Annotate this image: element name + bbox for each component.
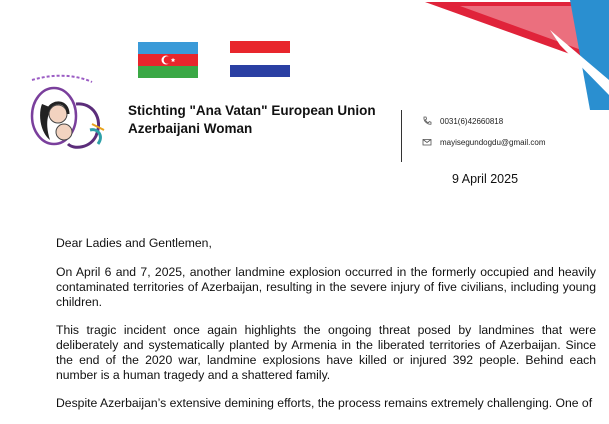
paragraph-2-text: This tragic incident once again highlights the ongoing threat posed by landmines that were deliberately and systematically planted by Armenia in the liberated territories of Azerbaijan. Since the end of the 2020 war, landmine explosions have killed or injured 392 people. Behind each number is a human tragedy and a shattered family. bbox=[56, 323, 596, 382]
header-divider bbox=[401, 110, 402, 162]
letter-body bbox=[56, 236, 596, 424]
netherlands-flag bbox=[230, 41, 290, 77]
envelope-icon bbox=[422, 137, 432, 147]
phone-number: 0031(6)42660818 bbox=[440, 116, 504, 126]
phone-icon bbox=[422, 116, 432, 126]
paragraph-1 bbox=[56, 265, 596, 310]
organization-name bbox=[128, 102, 398, 138]
paragraph-1-text: On April 6 and 7, 2025, another landmine explosion occurred in the formerly occupied and heavily contaminated territories of Azerbaijan, resulting in the severe injury of five civilians, including young children. bbox=[56, 265, 596, 309]
paragraph-2 bbox=[56, 323, 596, 383]
salutation: Dear Ladies and Gentlemen, bbox=[56, 236, 212, 250]
organization-name-line2: Azerbaijani Woman bbox=[128, 121, 253, 136]
paragraph-3-text: Despite Azerbaijan’s extensive demining efforts, the process remains extremely challenging. One of bbox=[56, 396, 593, 410]
phone-row bbox=[422, 114, 546, 128]
corner-decoration bbox=[420, 0, 609, 110]
email-address: mayisegundogdu@gmail.com bbox=[440, 137, 546, 147]
organization-logo bbox=[12, 74, 112, 158]
email-row bbox=[422, 135, 546, 149]
organization-name-line1: Stichting "Ana Vatan" European Union bbox=[128, 103, 376, 118]
letter-date: 9 April 2025 bbox=[452, 172, 519, 186]
paragraph-3 bbox=[56, 396, 596, 411]
azerbaijan-flag bbox=[138, 42, 198, 78]
contact-block bbox=[422, 114, 546, 156]
